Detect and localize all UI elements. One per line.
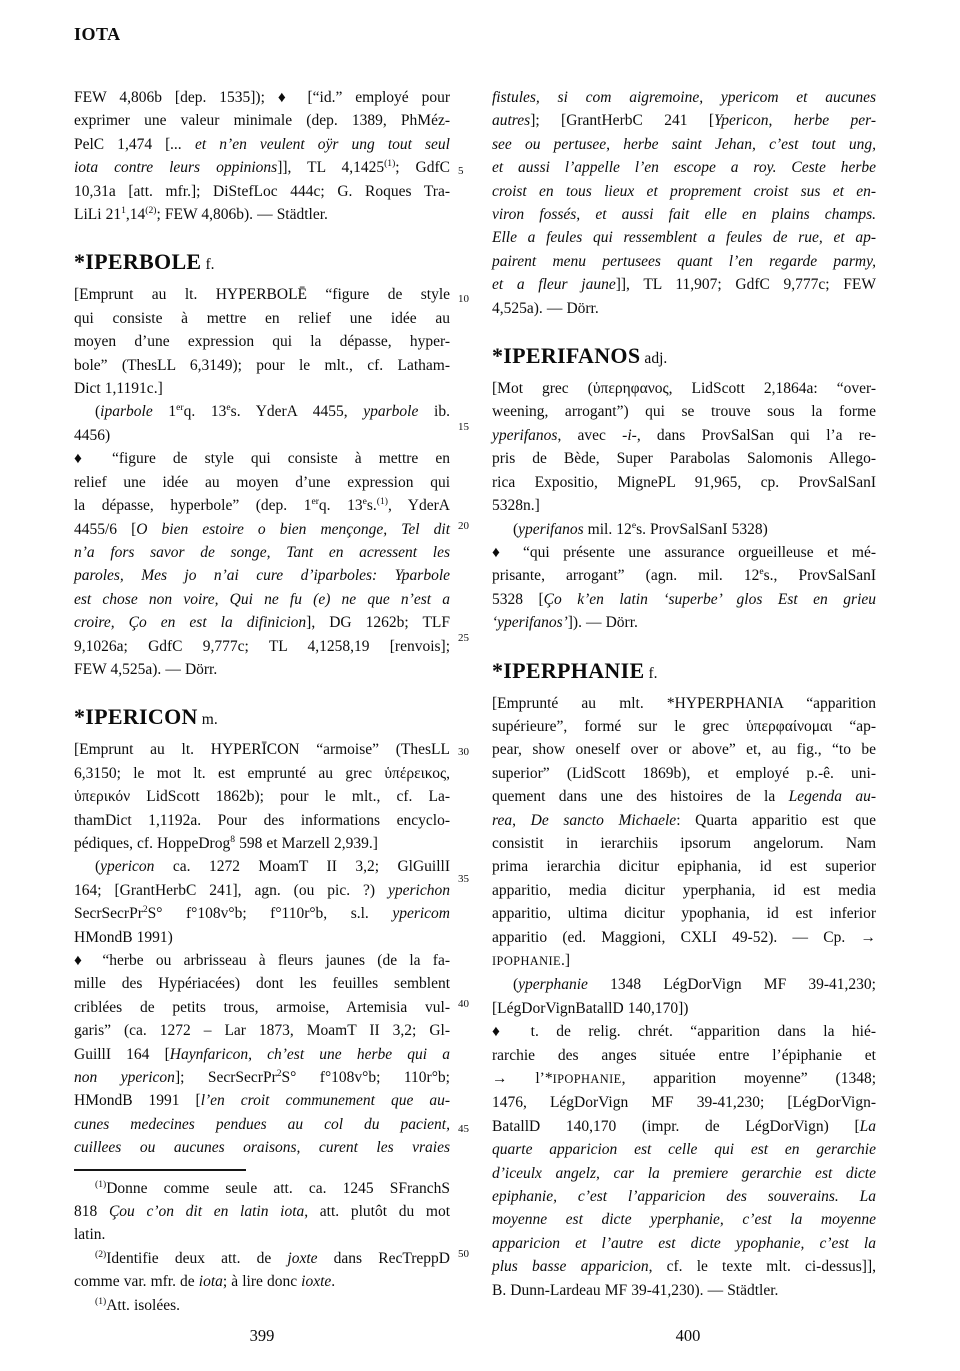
text-line: 4456) xyxy=(74,426,111,444)
paragraph xyxy=(492,973,876,1020)
text-line: et aussi l’appelle l’en escope a roy. Ceste herbe xyxy=(492,159,876,177)
running-head: IOTA xyxy=(74,24,121,44)
paragraph xyxy=(74,1177,450,1247)
text-line: la dépasse, hyperbole” (dep. 1erq. 13es.$^{(1)}$, YderA xyxy=(74,495,450,515)
text-line: thamDict 1,1192a. Pour des informations encyclo- xyxy=(74,811,450,829)
text-line: bole” (ThesLL 6,3149); pour le mlt., cf. Latham- xyxy=(74,356,450,374)
text-line: est chose non voire, Qui ne fu (e) ne que n’est a xyxy=(74,590,450,608)
text-line: apparitio, ultima dicitur ypophania, id est inferior xyxy=(492,905,876,923)
text-line: rarchie des anges située entre l’épiphanie et xyxy=(492,1046,876,1064)
paragraph xyxy=(492,541,876,635)
text-line: [Emprunt au lt. HYPERBOLĒ “figure de style xyxy=(74,286,450,304)
headword-lemma: *IPERBOLE xyxy=(74,249,202,275)
page-number-left: 399 xyxy=(249,1326,275,1345)
text-line: (yperphanie 1348 LégDorVign MF 39-41,230; xyxy=(513,976,876,994)
text-line: (iparbole 1erq. 13es. YderA 4455, yparbole ib. xyxy=(95,402,450,421)
text-line: pear, show oneself over or above” et, au fig., “to be xyxy=(492,741,876,759)
text-line: see ou pertusee, herbe saint Jehan, c’est tout ung, xyxy=(492,135,876,153)
text-line: ‘yperifanos’]). — Dörr. xyxy=(492,614,638,632)
text-line: B. Dunn-Lardeau MF 39-41,230). — Städtler. xyxy=(492,1281,779,1299)
text-line: apparitio (ed. Maggioni, CXLI 49-52). — Cp. → xyxy=(492,928,876,946)
text-line: ♦ “figure de style qui consiste à mettre en xyxy=(74,450,450,468)
text-line: relief une idée au moyen d’une expression qui xyxy=(74,473,450,491)
text-line: 10,31a [att. mfr.]; DiStefLoc 444c; G. Roques Tra- xyxy=(74,182,450,200)
text-line: mille des Hypériacées) dont les feuilles semblent xyxy=(74,975,450,993)
paragraph xyxy=(492,518,876,541)
text-line: viron fossés, et aussi fait elle en plains champs. xyxy=(492,206,876,224)
text-line: rica Expositio, MignePL 91,965, cp. ProvSalSanI xyxy=(492,473,876,491)
gutter-line-number: 5 xyxy=(458,165,464,177)
gutter-line-number: 15 xyxy=(458,421,469,433)
text-line: superior” (LidScott 1869b), et employé p.-ê. uni- xyxy=(492,764,876,782)
paragraph xyxy=(74,283,450,400)
text-line: Dict 1,1191c.] xyxy=(74,380,163,398)
text-line: → l’*IPOPHANIE, apparition moyenne” (1348; xyxy=(492,1070,877,1088)
text-line: ὑπερικόν LidScott 1862b); pour le mlt., cf. La- xyxy=(74,788,450,806)
text-line: $^{(1)}$Att. isolées. xyxy=(95,1295,181,1314)
text-line: apparicion et l’autre est dicte ypophanie, c’est la xyxy=(492,1234,876,1252)
paragraph xyxy=(74,949,450,1160)
text-line: pris de Bède, Super Parabolas Salomonis Allego- xyxy=(492,450,876,468)
text-line: garis” (ca. 1272 – Lar 1873, MoamT II 3,2; Gl- xyxy=(74,1022,450,1040)
text-line: cuillees ou aucunes oraisons, curent les vraies xyxy=(74,1139,450,1157)
text-line: [Emprunté au mlt. *HYPERPHANIA “apparition xyxy=(492,694,876,712)
paragraph xyxy=(74,400,450,447)
text-line: ♦ “qui présente une assurance orgueilleuse et mé- xyxy=(492,543,876,561)
paragraph xyxy=(492,86,876,320)
text-line: pairent menu pertusees quant l’en regarde parmy, xyxy=(492,252,876,270)
part-of-speech: f. xyxy=(644,664,658,682)
text-line: et a fleur jaune]], TL 11,907; GdfC 9,777c; FEW xyxy=(492,276,877,294)
gutter-line-number: 50 xyxy=(458,1248,469,1260)
headword-lemma: *IPERIFANOS xyxy=(492,343,641,369)
text-line: paroles, Mes jo n’ai cure d’iparboles: Yparbole xyxy=(74,567,450,585)
text-line: quement dans une des histoires de la Legenda au- xyxy=(492,788,876,806)
text-line: cunes medecines pendues au col du pacient, xyxy=(74,1115,450,1133)
gutter-line-number: 20 xyxy=(458,520,469,532)
paragraph xyxy=(492,692,876,974)
paragraph xyxy=(74,1247,450,1294)
text-line: 9,1026a; GdfC 9,777c; TL 4,1258,19 [renvois]; xyxy=(74,637,450,655)
paragraph xyxy=(492,1020,876,1302)
text-line: moyen d’une expression qui la dépasse, hyper- xyxy=(74,333,450,351)
text-line: autres]; [GrantHerbC 241 [Ypericon, herbe per- xyxy=(492,112,876,130)
text-line: IPOPHANIE.] xyxy=(492,952,571,969)
text-line: plus basse apparicion, cf. le texte mlt. ci-dessus]], xyxy=(492,1258,876,1276)
text-line: supérieure”, formé sur le grec ὑπερφαίνομαι “ap- xyxy=(492,717,876,735)
text-line: iota contre leurs oppinions]], TL 4,1425$^{(1)}$; GdfC xyxy=(74,158,450,177)
text-line: quarte apparicion est celle qui est en gerarchie xyxy=(492,1141,876,1159)
entry-headword xyxy=(74,702,450,735)
paragraph xyxy=(74,855,450,949)
gutter-line-number: 45 xyxy=(458,1123,469,1135)
text-line: d’iceulx angelz, car la premiere gerarchie est dicte xyxy=(492,1164,876,1182)
text-line: epiphanie, c’est l’apparicion des souverains. La xyxy=(492,1188,876,1206)
text-line: n’a fors savor de songe, Tant en acressent les xyxy=(74,543,450,561)
text-line: [Mot grec (ὑπερηφανος, LidScott 2,1864a: “over- xyxy=(492,380,876,398)
text-line: rea, De sancto Michaele: Quarta apparitio est que xyxy=(492,811,877,829)
headword-lemma: *IPERPHANIE xyxy=(492,657,645,683)
text-line: $^{(1)}$Donne comme seule att. ca. 1245 SFranchS xyxy=(95,1178,450,1197)
paragraph xyxy=(74,1294,450,1317)
page-number-right: 400 xyxy=(675,1326,701,1345)
text-line: 5328n.] xyxy=(492,497,540,515)
gutter-line-number: 35 xyxy=(458,873,469,885)
paragraph xyxy=(492,377,876,517)
left-column xyxy=(74,86,450,1317)
text-line: non ypericon]; SecrSecrPr$^2$S° f°108v°b; 110r°b; xyxy=(74,1067,450,1087)
text-line: Elle a feules qui ressemblent a feules de rue, et ap- xyxy=(492,229,876,247)
text-line: LiLi $21^1,14^{(2)}$; FEW 4,806b). — Städtler. xyxy=(74,204,328,224)
text-line: latin. xyxy=(74,1226,106,1244)
text-line: criblées de petits trous, armoise, Artemisia vul- xyxy=(74,998,450,1016)
text-line: ♦ t. de relig. chrét. “apparition dans la hié- xyxy=(492,1023,876,1041)
text-line: SecrSecrPr$^2$S° f°108v°b; f°110r°b, s.l. ypericom xyxy=(74,904,450,923)
text-line: croist en tous lieux et proprement croist sus et en- xyxy=(492,182,876,200)
text-line: GuillI 164 [Haynfaricon, ch’est une herbe qui a xyxy=(74,1045,450,1063)
text-line: FEW 4,525a). — Dörr. xyxy=(74,660,218,678)
text-line: moyenne est dicte yperphanie, c’est la moyenne xyxy=(492,1211,876,1229)
text-line: qui consiste à mettre en relief une idée au xyxy=(74,309,450,327)
text-line: pédiques, cf. HoppeDrog$^8$ 598 et Marzell 2,939.] xyxy=(74,833,378,852)
text-line: HMondB 1991 [l’en croit communement que au- xyxy=(74,1092,450,1110)
part-of-speech: adj. xyxy=(640,350,668,368)
text-line: 164; [GrantHerbC 241], agn. (ou pic. ?) yperichon xyxy=(74,881,450,899)
text-line: 1476, LégDorVign MF 39-41,230; [LégDorVign- xyxy=(492,1094,876,1112)
text-line: weening, arrogant”) qui se trouve sous la forme xyxy=(492,403,876,421)
entry-headword xyxy=(74,247,450,280)
text-line: 4,525a). — Dörr. xyxy=(492,299,599,317)
right-column xyxy=(492,86,876,1302)
text-line: prisante, arrogant” (agn. mil. 12es., ProvSalSanI xyxy=(492,566,876,585)
text-line: 4455/6 [O bien estoire o bien mençonge, Tel dit xyxy=(74,520,451,538)
text-line: yperifanos, avec -i-, dans ProvSalSan qui l’a re- xyxy=(492,426,876,444)
text-line: ♦ “herbe ou arbrisseau à fleurs jaunes (de la fa- xyxy=(74,952,450,969)
text-line: PelC 1,474 [... et n’en veulent oÿr ung tout seul xyxy=(74,135,450,153)
headword-lemma: *IPERICON xyxy=(74,704,198,730)
paragraph xyxy=(74,86,450,226)
text-line: apparitio, media dicitur yperphania, id est media xyxy=(492,881,876,899)
text-line: 5328 [Ço k’en latin ‘superbe’ glos Est en grieu xyxy=(492,590,876,608)
text-line: comme var. mfr. de iota; à lire donc ioxte. xyxy=(74,1273,336,1291)
text-line: [LégDorVignBatallD 140,170]) xyxy=(492,999,689,1017)
text-line: $^{(2)}$Identifie deux att. de joxte dans RecTreppD xyxy=(95,1248,450,1267)
gutter-line-number: 10 xyxy=(458,293,469,305)
part-of-speech: m. xyxy=(197,711,218,729)
gutter-line-number: 40 xyxy=(458,998,469,1010)
paragraph xyxy=(74,447,450,681)
text-line: [Emprunt au lt. HYPERĪCON “armoise” (ThesLL xyxy=(74,741,450,759)
text-line: HMondB 1991) xyxy=(74,928,173,946)
text-line: consistit in ierarchiis ipsorum angelorum. Nam xyxy=(492,834,876,852)
gutter-line-number: 25 xyxy=(458,632,469,644)
text-line: (ypericon ca. 1272 MoamT II 3,2; GlGuillI xyxy=(95,858,450,876)
text-line: (yperifanos mil. 12es. ProvSalSanI 5328) xyxy=(513,519,768,538)
text-line: croire, Ço en est la difinicion], DG 1262b; TLF xyxy=(74,614,450,632)
text-line: BatallD 140,170 (impr. de LégDorVign) [La xyxy=(492,1117,876,1135)
footnote-rule xyxy=(74,1169,246,1171)
entry-headword xyxy=(492,656,876,689)
text-line: 818 Çou c’on dit en latin iota, att. plutôt du mot xyxy=(74,1203,450,1221)
text-line: FEW 4,806b [dep. 1535]); ♦ [“id.” employé pour xyxy=(74,89,450,106)
text-line: exprimer une valeur minimale (dep. 1389, PhMéz- xyxy=(74,112,450,130)
paragraph xyxy=(74,738,450,855)
entry-headword xyxy=(492,341,876,374)
text-line: 6,3150; le mot lt. est emprunté au grec ὑπέρεικος, xyxy=(74,764,450,782)
gutter-line-number: 30 xyxy=(458,746,469,758)
text-line: prima ierarchia dicitur epiphania, id est superior xyxy=(492,858,876,876)
text-line: fistules, si com aigremoine, ypericom et aucunes xyxy=(492,89,876,106)
part-of-speech: f. xyxy=(201,256,215,274)
